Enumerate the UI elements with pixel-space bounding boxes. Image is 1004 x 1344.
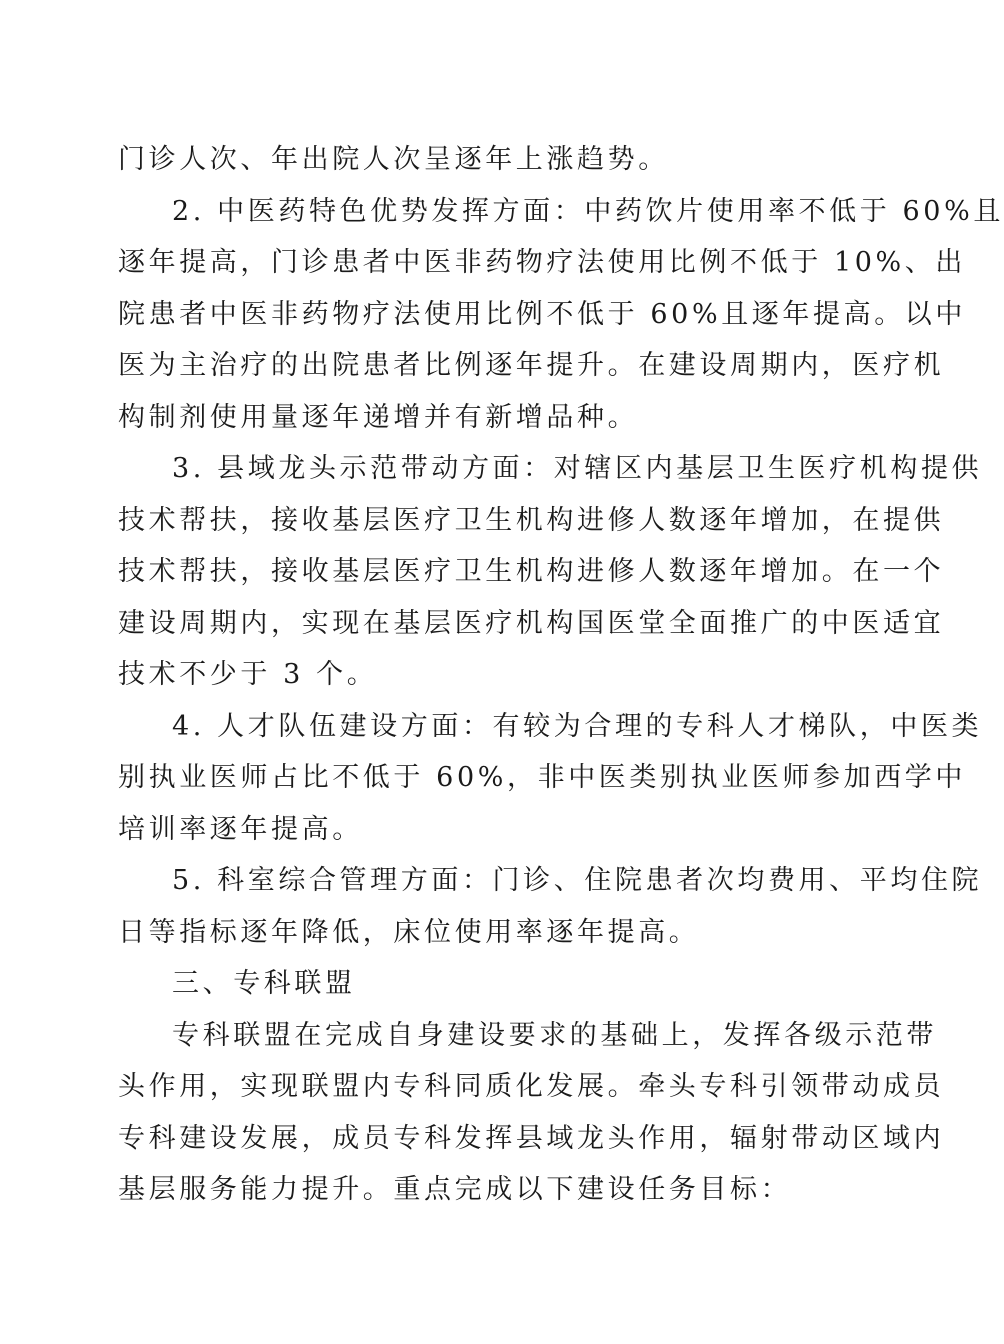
paragraph-department-management xyxy=(118,855,983,958)
text-line: 基层服务能力提升。重点完成以下建设任务目标： xyxy=(118,1174,792,1205)
paragraph-specialty-alliance xyxy=(118,1010,945,1216)
paragraph-tcm-advantage xyxy=(118,186,1004,444)
text-line: 3. 县域龙头示范带动方面：对辖区内基层卫生医疗机构提供 xyxy=(172,453,983,484)
text-line: 2. 中医药特色优势发挥方面：中药饮片使用率不低于 60%且 xyxy=(172,195,1004,227)
text-line: 技术不少于 3 个。 xyxy=(118,659,378,690)
text-line: 别执业医师占比不低于 60%，非中医类别执业医师参加西学中 xyxy=(118,762,966,793)
text-line: 院患者中医非药物疗法使用比例不低于 60%且逐年提高。以中 xyxy=(118,298,966,330)
section-heading: 三、专科联盟 xyxy=(172,968,356,999)
text-line: 门诊人次、年出院人次呈逐年上涨趋势。 xyxy=(118,144,669,175)
paragraph-county-leadership xyxy=(118,443,983,701)
text-line: 专科联盟在完成自身建设要求的基础上，发挥各级示范带 xyxy=(172,1019,937,1051)
text-line: 逐年提高，门诊患者中医非药物疗法使用比例不低于 10%、出 xyxy=(118,247,966,278)
text-line: 建设周期内，实现在基层医疗机构国医堂全面推广的中医适宜 xyxy=(118,607,945,639)
paragraph-talent-team xyxy=(118,701,983,856)
text-line: 技术帮扶，接收基层医疗卫生机构进修人数逐年增加。在一个 xyxy=(118,556,945,587)
text-line: 头作用，实现联盟内专科同质化发展。牵头专科引领带动成员 xyxy=(118,1071,945,1102)
text-line: 构制剂使用量逐年递增并有新增品种。 xyxy=(118,401,639,433)
document-page xyxy=(118,134,1004,1216)
text-line: 医为主治疗的出院患者比例逐年提升。在建设周期内，医疗机 xyxy=(118,350,945,381)
text-line: 日等指标逐年降低，床位使用率逐年提高。 xyxy=(118,916,700,948)
text-line: 4. 人才队伍建设方面：有较为合理的专科人才梯队，中医类 xyxy=(172,710,983,742)
text-line: 专科建设发展，成员专科发挥县域龙头作用，辐射带动区域内 xyxy=(118,1122,945,1154)
text-line: 5. 科室综合管理方面：门诊、住院患者次均费用、平均住院 xyxy=(172,865,983,896)
text-line: 技术帮扶，接收基层医疗卫生机构进修人数逐年增加，在提供 xyxy=(118,504,945,536)
text-line: 培训率逐年提高。 xyxy=(118,813,363,845)
paragraph-intro-tail xyxy=(118,134,824,186)
